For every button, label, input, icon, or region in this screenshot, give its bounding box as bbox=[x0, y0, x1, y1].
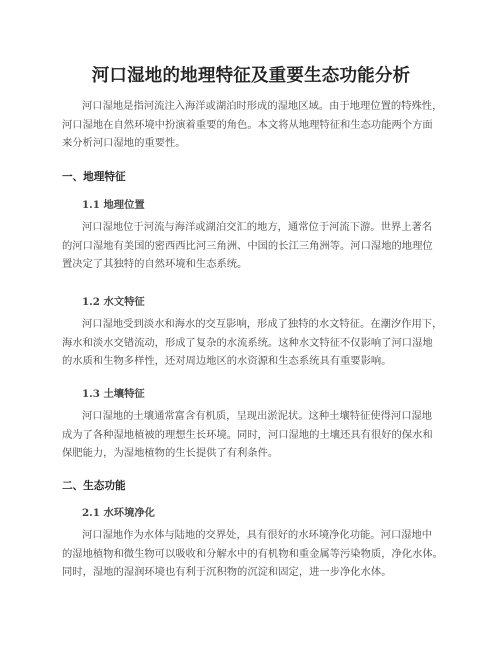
paragraph-line: 的河口湿地有美国的密西西比河三角洲、中国的长江三角洲等。河口湿地的地理位 bbox=[62, 239, 433, 252]
subsection-2-1-title: 2.1 水环境净化 bbox=[82, 507, 155, 519]
intro-paragraph bbox=[62, 97, 442, 153]
subsection-1-2-paragraph bbox=[62, 315, 442, 371]
paragraph-line: 成为了各种湿地植被的理想生长环境。同时，河口湿地的土壤还具有很好的保水和 bbox=[62, 428, 433, 441]
paragraph-line: 的水质和生物多样性，还对周边地区的水资源和生态系统具有重要影响。 bbox=[62, 355, 392, 367]
subsection-1-1-title: 1.1 地理位置 bbox=[82, 199, 145, 211]
document-title: 河口湿地的地理特征及重要生态功能分析 bbox=[91, 66, 411, 86]
subsection-1-3-paragraph bbox=[62, 407, 442, 463]
paragraph-line: 河口湿地受到淡水和海水的交互影响，形成了独特的水文特征。在潮汐作用下， bbox=[82, 318, 443, 330]
section-1-heading: 一、地理特征 bbox=[62, 171, 126, 183]
paragraph-line: 保肥能力，为湿地植物的生长提供了有利条件。 bbox=[62, 447, 279, 459]
subsection-1-2-title: 1.2 水文特征 bbox=[82, 296, 145, 308]
subsection-1-3-title: 1.3 土壤特征 bbox=[82, 388, 145, 400]
intro-line-2: 河口湿地在自然环境中扮演着重要的角色。本文将从地理特征和生态功能两个方面 bbox=[62, 118, 433, 131]
intro-line-1: 河口湿地是指河流注入海洋或湖泊时形成的湿地区域。由于地理位置的特殊性， bbox=[82, 100, 443, 112]
paragraph-line: 河口湿地的土壤通常富含有机质，呈现出淤泥状。这种土壤特征使得河口湿地 bbox=[82, 410, 433, 422]
paragraph-line: 的湿地植物和微生物可以吸收和分解水中的有机物和重金属等污染物质，净化水体。 bbox=[62, 547, 443, 560]
paragraph-line: 同时，湿地的湿润环境也有利于沉积物的沉淀和固定，进一步净化水体。 bbox=[62, 566, 392, 578]
subsection-2-1-paragraph bbox=[62, 526, 442, 582]
paragraph-line: 河口湿地作为水体与陆地的交界处，具有很好的水环境净化功能。河口湿地中 bbox=[82, 529, 433, 541]
subsection-1-1-paragraph bbox=[62, 218, 442, 274]
paragraph-line: 置决定了其独特的自然环境和生态系统。 bbox=[62, 258, 248, 270]
paragraph-line: 河口湿地位于河流与海洋或湖泊交汇的地方，通常位于河流下游。世界上著名 bbox=[82, 221, 433, 233]
paragraph-line: 海水和淡水交错流动，形成了复杂的水流系统。这种水文特征不仅影响了河口湿地 bbox=[62, 336, 433, 349]
section-2-heading: 二、生态功能 bbox=[62, 480, 126, 492]
intro-line-3: 来分析河口湿地的重要性。 bbox=[62, 137, 186, 149]
